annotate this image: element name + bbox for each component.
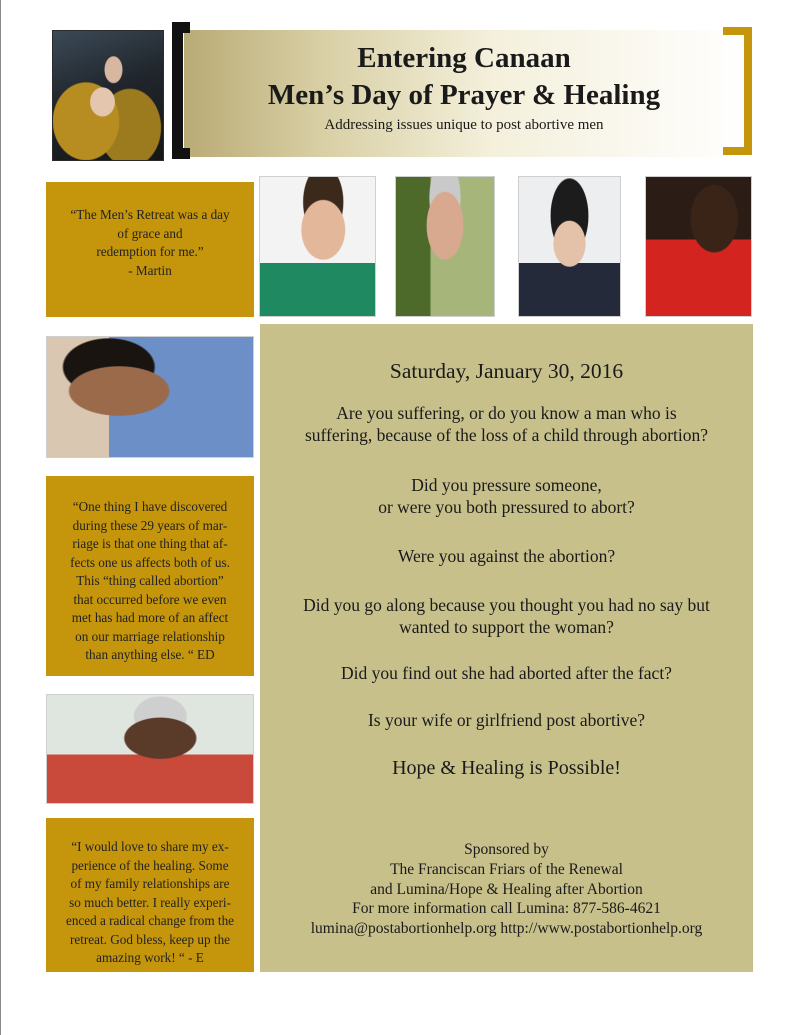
text-line: or were you both pressured to abort? xyxy=(378,497,635,517)
hope-statement: Hope & Healing is Possible! xyxy=(392,757,621,779)
quote-line: “I would love to share my ex- xyxy=(71,839,229,854)
quote-line: of my family relationships are xyxy=(70,876,230,891)
contact-email-website: lumina@postabortionhelp.org http://www.postabortionhelp.org xyxy=(310,920,703,938)
photo-man-head-in-hand xyxy=(46,336,254,458)
question-wife-girlfriend: Is your wife or girlfriend post abortive? xyxy=(367,710,645,730)
text-line: Are you suffering, or do you know a man who is xyxy=(336,403,677,423)
quote-line: on our marriage relationship xyxy=(75,628,225,644)
sponsor-line: The Franciscan Friars of the Renewal xyxy=(390,860,623,878)
contact-phone: For more information call Lumina: 877-586-4621 xyxy=(352,900,661,918)
quote-author: - Martin xyxy=(128,262,172,278)
photo-man-red-shirt xyxy=(645,176,752,317)
photo-young-man-glasses xyxy=(259,176,376,317)
quote-line: riage is that one thing that af- xyxy=(72,536,228,551)
event-info-panel xyxy=(260,324,753,972)
quote-line: met has had more of an affect xyxy=(71,610,229,625)
text-line: Did you go along because you thought you had no say but xyxy=(303,595,710,615)
quote-line: so much better. I really experi- xyxy=(69,894,231,910)
question-after-fact: Did you find out she had aborted after the fact? xyxy=(341,663,672,683)
question-suffering xyxy=(260,402,753,446)
quote-line: amazing work! “ - E xyxy=(96,950,204,965)
quote-line: of grace and xyxy=(117,225,183,241)
quote-line: during these 29 years of mar- xyxy=(72,517,228,533)
quote-line: retreat. God bless, keep up the xyxy=(69,931,231,947)
testimonial-ed xyxy=(46,476,254,676)
quote-line: fects one us affects both of us. xyxy=(70,554,230,570)
tagline: Addressing issues unique to post abortive men xyxy=(324,117,604,133)
question-against: Were you against the abortion? xyxy=(397,546,616,566)
quote-line: than anything else. “ ED xyxy=(85,647,215,662)
event-title: Entering Canaan xyxy=(357,42,571,74)
text-line: suffering, because of the loss of a child through abortion? xyxy=(304,425,709,445)
sponsor-info xyxy=(260,840,753,939)
text-line: wanted to support the woman? xyxy=(399,617,614,637)
question-pressure xyxy=(260,474,753,518)
event-date: Saturday, January 30, 2016 xyxy=(389,359,624,383)
text-line: Did you pressure someone, xyxy=(411,475,602,495)
quote-line: perience of the healing. Some xyxy=(71,857,229,873)
quote-line: that occurred before we even xyxy=(73,591,227,607)
sponsor-line: and Lumina/Hope & Healing after Abortion xyxy=(370,880,643,898)
photo-man-resting-chin xyxy=(518,176,621,317)
sponsor-heading: Sponsored by xyxy=(464,841,549,858)
question-go-along xyxy=(260,594,753,638)
photo-older-man-thinking xyxy=(395,176,495,317)
event-subtitle-title: Men’s Day of Prayer & Healing xyxy=(267,79,661,111)
quote-line: redemption for me.” xyxy=(96,244,204,259)
quote-line: This “thing called abortion” xyxy=(76,573,224,588)
page-left-border xyxy=(0,0,1,1035)
saint-painting-image xyxy=(52,30,164,161)
testimonial-e xyxy=(46,818,254,972)
photo-elderly-man-porch xyxy=(46,694,254,804)
quote-line: “One thing I have discovered xyxy=(72,499,228,514)
left-bracket-decoration xyxy=(172,22,190,159)
quote-line: enced a radical change from the xyxy=(65,913,235,928)
quote-line: “The Men’s Retreat was a day xyxy=(70,207,230,222)
testimonial-martin xyxy=(46,182,254,317)
